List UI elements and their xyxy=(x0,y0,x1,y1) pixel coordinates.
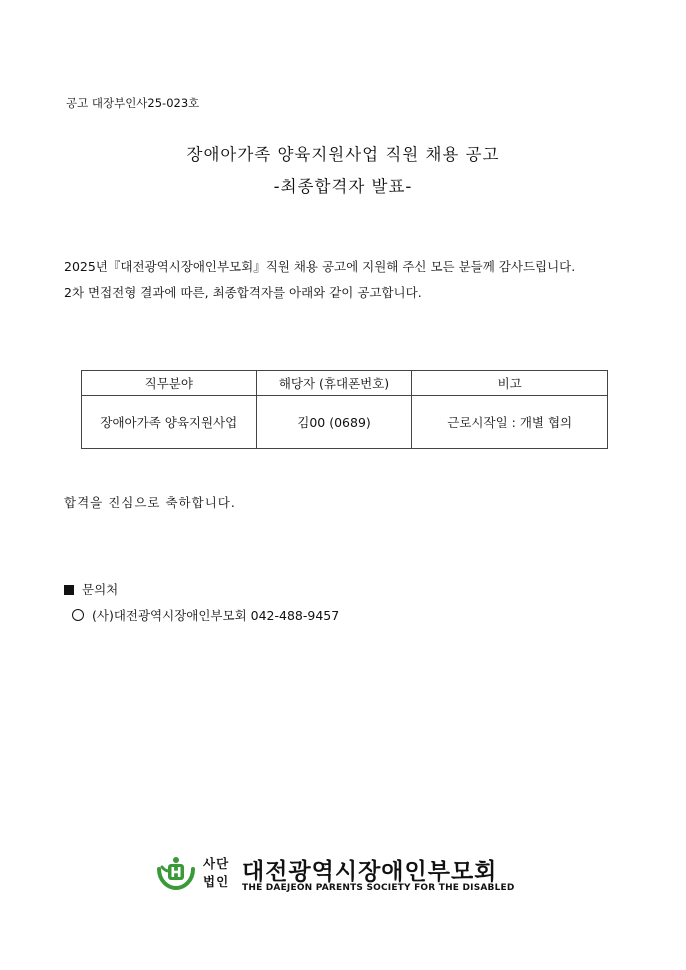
page-subtitle: -최종합격자 발표- xyxy=(273,177,413,196)
table-row xyxy=(82,396,608,449)
contact-line xyxy=(72,606,339,624)
cell-applicant: 김00 (0689) xyxy=(256,396,412,449)
page-title: 장애아가족 양육지원사업 직원 채용 공고 xyxy=(186,145,500,164)
organization-logo xyxy=(156,852,556,898)
circle-bullet-icon xyxy=(72,609,84,621)
organization-english-name: THE DAEJEON PARENTS SOCIETY FOR THE DISABLED xyxy=(242,883,515,893)
organization-name: 대전광역시장애인부모회 xyxy=(242,859,498,885)
column-header-job-field: 직무분야 xyxy=(82,371,257,396)
column-header-applicant: 해당자 (휴대폰번호) xyxy=(256,371,412,396)
corporation-label-line-1: 사단 xyxy=(203,856,230,871)
contact-heading-label: 문의처 xyxy=(82,582,119,597)
notice-number: 공고 대장부인사25-023호 xyxy=(66,96,200,110)
corporation-label-line-2: 법인 xyxy=(203,874,230,889)
table-header-row xyxy=(82,371,608,396)
contact-info: (사)대전광역시장애인부모회 042-488-9457 xyxy=(92,608,340,623)
intro-paragraph-line-2: 2차 면접전형 결과에 따른, 최종합격자를 아래와 같이 공고합니다. xyxy=(64,285,422,300)
contact-heading xyxy=(64,580,118,598)
column-header-remarks: 비고 xyxy=(412,371,608,396)
cell-remarks: 근로시작일 : 개별 협의 xyxy=(412,396,608,449)
congratulations-text: 합격을 진심으로 축하합니다. xyxy=(64,495,236,510)
result-table xyxy=(81,370,608,449)
cell-job-field: 장애아가족 양육지원사업 xyxy=(82,396,257,449)
square-bullet-icon xyxy=(64,585,74,595)
intro-paragraph-line-1: 2025년『대전광역시장애인부모회』직원 채용 공고에 지원해 주신 모든 분들께 감사드립니다. xyxy=(64,259,576,274)
hand-holding-figure-icon xyxy=(156,855,196,891)
